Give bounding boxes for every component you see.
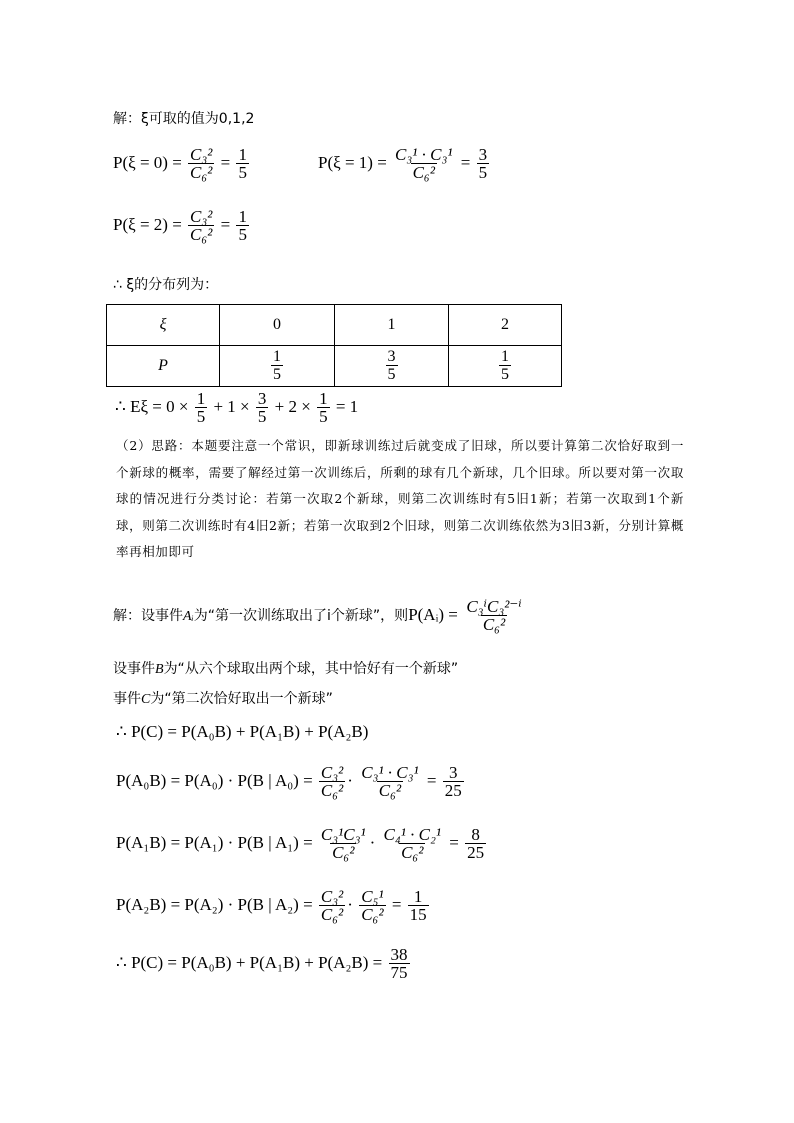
event-c-line bbox=[113, 688, 333, 708]
distribution-heading: ∴ ξ的分布列为： bbox=[113, 277, 219, 293]
eq-sign: = bbox=[220, 214, 231, 234]
a0b-frac-1: $\frac{\text{C₃²}}{\text{C₆²}}$ bbox=[320, 763, 344, 800]
table-cell: ξ bbox=[107, 305, 220, 346]
prob-xi-2-frac: $\frac{\text{C₃²}}{\text{C₆²}}$ bbox=[190, 207, 213, 244]
expectation-rhs: = 1 bbox=[335, 396, 359, 416]
prob-xi-0-frac: $\frac{\text{C₃²}}{\text{C₆²}}$ bbox=[190, 145, 213, 182]
table-cell: $\frac{1}{5}$ bbox=[220, 346, 335, 387]
table-cell: 2 bbox=[449, 305, 562, 346]
event-a-var: Aᵢ bbox=[183, 609, 194, 624]
table-row bbox=[107, 346, 562, 387]
final-line bbox=[116, 946, 412, 982]
eq-sign: = bbox=[391, 894, 402, 914]
table-cell: P bbox=[107, 346, 220, 387]
final-lhs: ∴ P(C) = P(A₀B) + P(A₁B) + P(A₂B) = bbox=[116, 952, 383, 972]
thought-paragraph: （2）思路：本题要注意一个常识，即新球训练过后就变成了旧球，所以要计算第二次恰好取到一个新球的概率，需要了解经过第一次训练后，所剩的球有几个新球，几个旧球。所以要对第一次取球的情况进行分类讨论：若第一次取2个新球，则第二次训练时有5旧1新；若第一次取到1个新球，则第二次训练时有4旧2新；若第一次取到2个旧球，则第二次训练依然为3旧3新，分别计算概率再相加即可 bbox=[116, 438, 684, 559]
a2b-lhs: P(A₂B) = P(A₂) · P(B | A₂) = bbox=[116, 894, 313, 914]
table-cell: $\frac{3}{5}$ bbox=[335, 346, 449, 387]
event-b-pre: 设事件 bbox=[113, 661, 155, 677]
expectation-term: $\frac{3}{5}$ bbox=[257, 389, 267, 426]
expectation-op: + 2 × bbox=[274, 396, 311, 416]
event-c-pre: 事件 bbox=[113, 691, 141, 707]
prob-xi-1-lhs: P(ξ = 1) = bbox=[318, 152, 387, 172]
final-result: $\frac{38}{75}$ bbox=[390, 945, 408, 982]
a0b-lhs: P(A₀B) = P(A₀) · P(B | A₀) = bbox=[116, 770, 313, 790]
event-a-desc: 为“第一次训练取出了i个新球”，则 bbox=[193, 608, 409, 624]
prob-xi-2-value: $\frac{1}{5}$ bbox=[238, 207, 247, 244]
a1b-frac-1: $\frac{\text{C₃¹C₃¹}}{\text{C₆²}}$ bbox=[320, 825, 366, 862]
table-cell: 1 bbox=[335, 305, 449, 346]
table-cell: 0 bbox=[220, 305, 335, 346]
a0b-result: $\frac{3}{25}$ bbox=[444, 763, 462, 800]
expectation-line bbox=[115, 390, 358, 426]
intro-line: 解：ξ可取的值为0,1,2 bbox=[113, 111, 255, 127]
event-a-lhs: P(Aᵢ) = bbox=[408, 605, 458, 624]
a1b-lhs: P(A₁B) = P(A₁) · P(B | A₁) = bbox=[116, 832, 313, 852]
a0b-frac-2: $\frac{\text{C₃¹ · C₃¹}}{\text{C₆²}}$ bbox=[361, 763, 419, 800]
eq-sign: = bbox=[426, 770, 437, 790]
distribution-table bbox=[106, 304, 562, 387]
expectation-lhs: ∴ Eξ = 0 × bbox=[115, 396, 189, 416]
a1b-result: $\frac{8}{25}$ bbox=[467, 825, 485, 862]
prob-xi-1-value: $\frac{3}{5}$ bbox=[478, 145, 488, 182]
a2b-result: $\frac{1}{15}$ bbox=[409, 887, 427, 924]
prob-xi-1-frac: $\frac{\text{C₃¹ · C₃¹}}{\text{C₆²}}$ bbox=[395, 145, 453, 182]
table-row bbox=[107, 305, 562, 346]
prob-xi-0-value: $\frac{1}{5}$ bbox=[238, 145, 247, 182]
expectation-op: + 1 × bbox=[213, 396, 250, 416]
eq-sign: = bbox=[460, 152, 471, 172]
prob-xi-1 bbox=[318, 146, 491, 182]
a2b-line: P(A₂B) = P(A₂) · P(B | A₂) = $\frac{\text{C₃²}}{\text{C₆²}}$ · $\frac{\text{C₅¹}}{\text{C₆²}}$ = $\frac{1}{15}$ bbox=[116, 887, 427, 924]
expectation-term: $\frac{1}{5}$ bbox=[319, 389, 328, 426]
eq-sign: = bbox=[220, 152, 231, 172]
a1b-frac-2: $\frac{\text{C₄¹ · C₂¹}}{\text{C₆²}}$ bbox=[383, 825, 441, 862]
table-cell: $\frac{1}{5}$ bbox=[449, 346, 562, 387]
expectation-term: $\frac{1}{5}$ bbox=[196, 389, 206, 426]
event-a-pre: 解：设事件 bbox=[113, 608, 183, 624]
event-b-var: B bbox=[155, 662, 164, 677]
event-c-var: C bbox=[141, 692, 151, 707]
event-b-line bbox=[113, 658, 458, 678]
event-a-frac: $\frac{\text{C₃ⁱC₃²⁻ⁱ}}{\text{C₆²}}$ bbox=[466, 597, 522, 634]
event-c-desc: 为“第二次恰好取出一个新球” bbox=[150, 691, 333, 707]
event-a-line bbox=[113, 598, 526, 634]
a1b-line: P(A₁B) = P(A₁) · P(B | A₁) = $\frac{\text{C₃¹C₃¹}}{\text{C₆²}}$ · $\frac{\text{C₄¹ · C₂¹}}{\text{C₆²}}$ = $\frac{8}{25}$ bbox=[116, 825, 485, 862]
event-b-desc: 为“从六个球取出两个球，其中恰好有一个新球” bbox=[163, 661, 459, 677]
a2b-frac-1: $\frac{\text{C₃²}}{\text{C₆²}}$ bbox=[320, 887, 344, 924]
prob-xi-2-lhs: P(ξ = 2) = bbox=[113, 214, 182, 234]
prob-xi-2 bbox=[113, 208, 251, 244]
a0b-line: P(A₀B) = P(A₀) · P(B | A₀) = $\frac{\text{C₃²}}{\text{C₆²}}$ · $\frac{\text{C₃¹ · C₃¹}}{\text{C₆²}}$ = $\frac{3}{25}$ bbox=[116, 763, 462, 800]
a2b-frac-2: $\frac{\text{C₅¹}}{\text{C₆²}}$ bbox=[361, 887, 384, 924]
total-prob-line: ∴ P(C) = P(A₀B) + P(A₁B) + P(A₂B) bbox=[116, 722, 369, 741]
prob-xi-0-lhs: P(ξ = 0) = bbox=[113, 152, 182, 172]
eq-sign: = bbox=[449, 832, 459, 852]
prob-xi-0 bbox=[113, 146, 251, 182]
